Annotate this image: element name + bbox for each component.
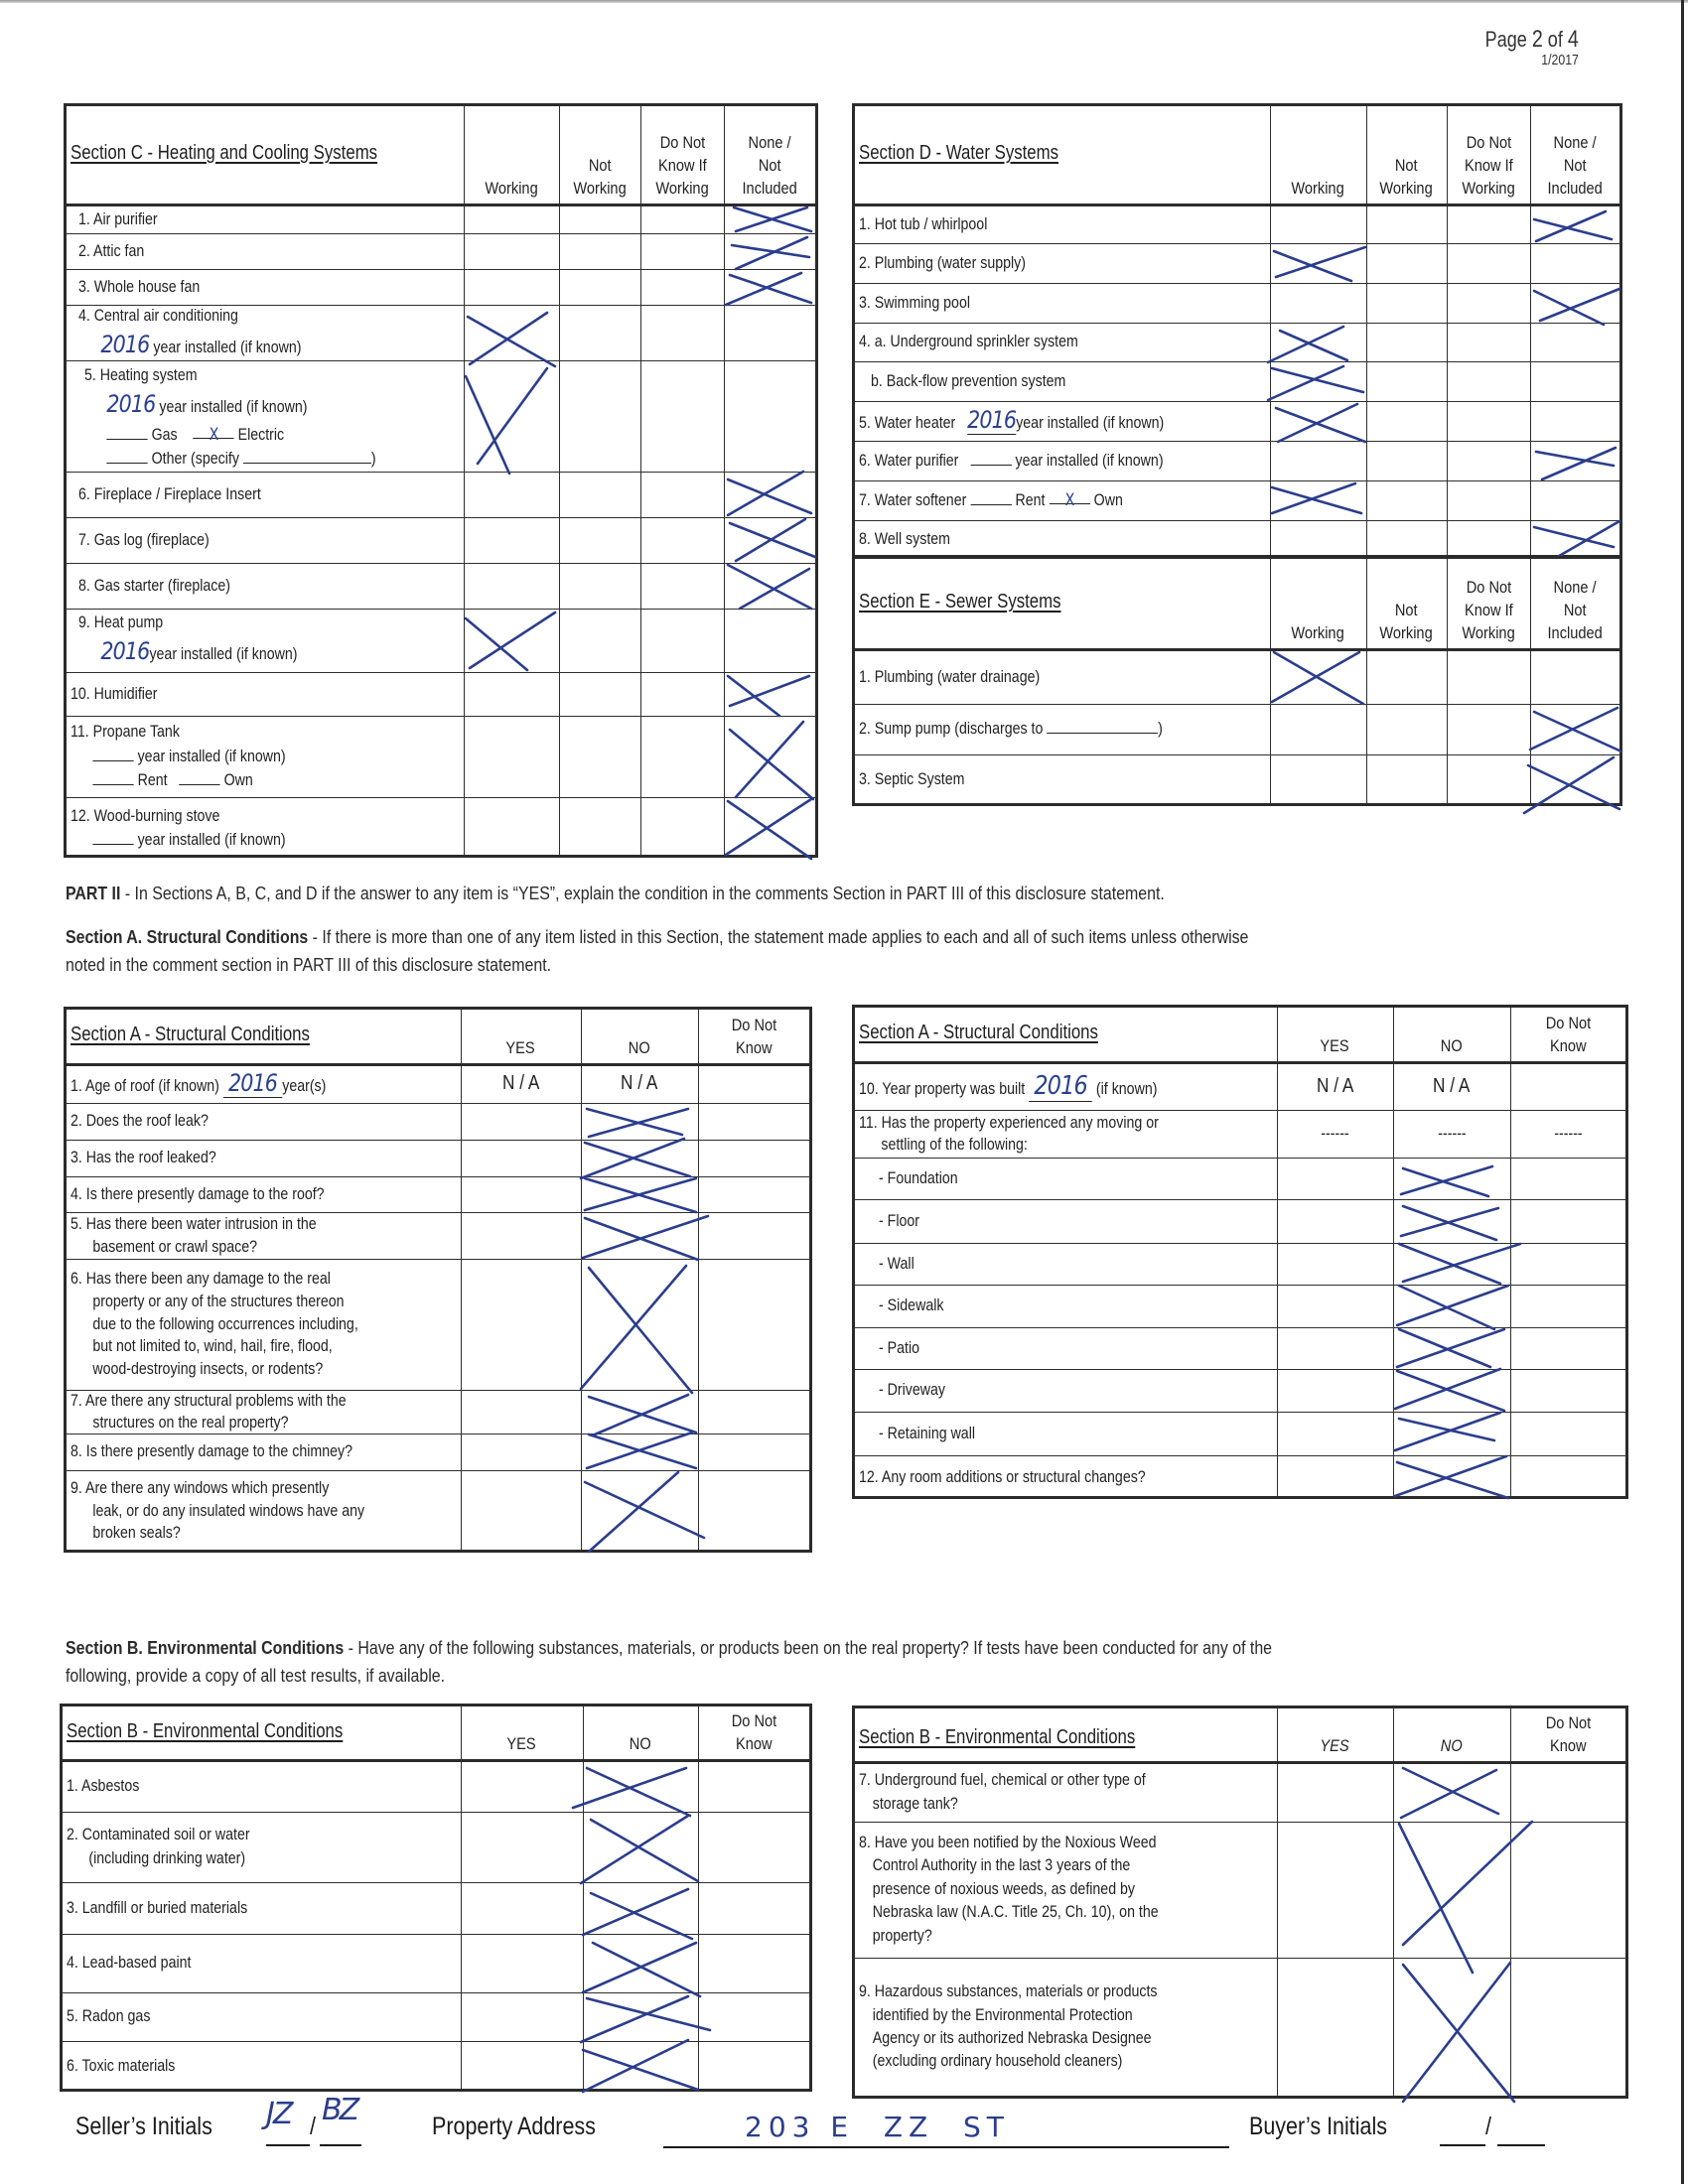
x-mark-checkbox[interactable] bbox=[726, 517, 817, 563]
col-yes: YES bbox=[506, 1734, 537, 1753]
row-label: 2. Does the roof leak? bbox=[70, 1112, 209, 1131]
col-yes: YES bbox=[1320, 1736, 1350, 1755]
yes-dashes: ------ bbox=[1321, 1124, 1349, 1143]
row-label: 2. Attic fan bbox=[78, 241, 145, 260]
x-mark-checkbox[interactable] bbox=[1395, 1284, 1510, 1329]
x-mark-checkbox[interactable] bbox=[724, 472, 815, 517]
row-label: 8. Is there presently damage to the chimney? bbox=[70, 1442, 352, 1461]
x-mark-checkbox[interactable] bbox=[1532, 287, 1623, 325]
x-mark-checkbox[interactable] bbox=[573, 1766, 692, 1816]
row-label: 2. Plumbing (water supply) bbox=[859, 253, 1026, 272]
x-mark-checkbox[interactable] bbox=[1399, 1166, 1500, 1198]
section-d-title: Section D - Water Systems bbox=[859, 142, 1059, 164]
x-mark-checkbox[interactable] bbox=[1522, 757, 1621, 813]
property-address-line bbox=[663, 2146, 1229, 2148]
x-mark-checkbox[interactable] bbox=[464, 313, 559, 366]
buyer-initial-slash: / bbox=[1485, 2113, 1491, 2140]
row-label: - Driveway bbox=[879, 1381, 946, 1400]
x-mark-checkbox[interactable] bbox=[1393, 1369, 1508, 1413]
x-mark-checkbox[interactable] bbox=[728, 235, 813, 271]
section-e-table bbox=[852, 556, 1622, 806]
row-label: 1. Hot tub / whirlpool bbox=[859, 214, 988, 233]
x-mark-checkbox[interactable] bbox=[585, 1433, 698, 1470]
x-mark-checkbox[interactable] bbox=[726, 563, 817, 611]
x-mark-checkbox[interactable] bbox=[726, 674, 813, 718]
seller-initial-slash: / bbox=[310, 2113, 316, 2140]
section-a-left-table bbox=[64, 1007, 812, 1553]
x-mark-checkbox[interactable] bbox=[1526, 706, 1621, 755]
year-built-input[interactable]: 2016 bbox=[1029, 1071, 1092, 1102]
row-label: - Floor bbox=[879, 1211, 919, 1230]
row-label: 2. Contaminated soil or water (including drinking water) bbox=[67, 1826, 250, 1867]
col-dont-know: Do Not Know If Working bbox=[1462, 133, 1515, 198]
x-mark-checkbox[interactable] bbox=[464, 368, 559, 474]
x-mark-checkbox[interactable] bbox=[1395, 1327, 1508, 1369]
x-mark-checkbox[interactable] bbox=[464, 613, 559, 670]
row-label: 11. Propane Tank year installed (if known) Rent Own bbox=[70, 723, 286, 790]
electric-checkbox[interactable]: X bbox=[209, 424, 218, 444]
x-mark-checkbox[interactable] bbox=[1270, 481, 1365, 517]
yes-na: N / A bbox=[501, 1072, 540, 1095]
seller-initial-2-line bbox=[320, 2144, 361, 2146]
col-none: None / Not Included bbox=[1547, 578, 1603, 642]
part-ii-instructions: PART II - In Sections A, B, C, and D if the answer to any item is “YES”, explain the condition in the comments Section in PART III of this disclosure statement. bbox=[66, 883, 1165, 903]
col-no: NO bbox=[1441, 1036, 1463, 1055]
section-b-intro: Section B. Environmental Conditions - Have any of the following substances, materials, or products been on the real property? If tests have been conducted for any of the following, provide a copy of all test results, if available. bbox=[66, 1637, 1273, 1686]
x-mark-checkbox[interactable] bbox=[585, 1107, 694, 1139]
section-a-title: Section A - Structural Conditions bbox=[859, 1022, 1098, 1043]
col-do-not-know: Do Not Know bbox=[1545, 1014, 1591, 1055]
x-mark-checkbox[interactable] bbox=[581, 1139, 694, 1178]
row-label: 7. Water softener Rent X Own bbox=[859, 489, 1123, 509]
row-label: 3. Landfill or buried materials bbox=[67, 1898, 248, 1917]
row-label: 9. Heat pump 2016year installed (if known) bbox=[78, 614, 298, 666]
col-yes: YES bbox=[1320, 1036, 1350, 1055]
row-label: - Wall bbox=[879, 1254, 914, 1273]
col-no: NO bbox=[629, 1038, 650, 1057]
col-do-not-know: Do Not Know bbox=[1545, 1713, 1591, 1755]
x-mark-checkbox[interactable] bbox=[1272, 404, 1367, 442]
x-mark-checkbox[interactable] bbox=[579, 1994, 712, 2042]
col-dont-know: Do Not Know If Working bbox=[655, 133, 709, 198]
col-do-not-know: Do Not Know bbox=[731, 1016, 776, 1057]
x-mark-checkbox[interactable] bbox=[1399, 1766, 1502, 1818]
row-label: 8. Have you been notified by the Noxious Weed Control Authority in the last 3 years of the presence of noxious weeds, as defined by Nebraska law (N.A.C. Title 25, Ch. 10), on the property? bbox=[859, 1833, 1159, 1945]
buyer-initials-label: Buyer’s Initials bbox=[1249, 2113, 1388, 2140]
row-label: 4. a. Underground sprinkler system bbox=[859, 333, 1078, 351]
row-label: 9. Hazardous substances, materials or products identified by the Environmental Protection Agency or its authorized Nebraska Designee (excluding ordinary household cleaners) bbox=[859, 1982, 1158, 2071]
yes-na: N / A bbox=[1316, 1074, 1354, 1097]
x-mark-checkbox[interactable] bbox=[724, 797, 817, 859]
seller-initial-1-input[interactable]: JZ bbox=[266, 2097, 292, 2131]
section-b-right-table bbox=[852, 1706, 1628, 2099]
no-na: N / A bbox=[621, 1072, 658, 1095]
section-c-title: Section C - Heating and Cooling Systems bbox=[70, 142, 378, 164]
x-mark-checkbox[interactable] bbox=[1268, 364, 1365, 402]
no-dashes: ------ bbox=[1437, 1124, 1467, 1143]
x-mark-checkbox[interactable] bbox=[1270, 650, 1365, 704]
buyer-initial-2-input[interactable] bbox=[1497, 2144, 1545, 2146]
year-installed-input[interactable]: 2016 bbox=[106, 390, 156, 419]
roof-age-input[interactable]: 2016 bbox=[223, 1069, 282, 1098]
row-label: 4. Central air conditioning 2016 year installed (if known) bbox=[78, 307, 302, 359]
col-working: Working bbox=[1291, 623, 1345, 642]
seller-initials-label: Seller’s Initials bbox=[75, 2113, 212, 2140]
col-not-working: Not Working bbox=[1379, 156, 1434, 198]
revision-date: 1/2017 bbox=[1541, 52, 1579, 68]
row-label: 6. Toxic materials bbox=[67, 2056, 176, 2075]
x-mark-checkbox[interactable] bbox=[1393, 1456, 1510, 1500]
year-installed-input[interactable]: 2016 bbox=[100, 637, 150, 666]
row-label: 1. Plumbing (water drainage) bbox=[859, 667, 1041, 686]
seller-initial-1-line bbox=[266, 2144, 310, 2146]
row-label: 3. Swimming pool bbox=[859, 293, 971, 312]
row-label: 3. Has the roof leaked? bbox=[70, 1149, 216, 1167]
seller-initial-2-input[interactable]: BZ bbox=[322, 2093, 357, 2127]
col-no: NO bbox=[630, 1734, 651, 1753]
row-label: 10. Year property was built 2016 (if known) bbox=[859, 1071, 1158, 1102]
x-mark-checkbox[interactable] bbox=[724, 271, 815, 307]
row-label: 1. Air purifier bbox=[78, 209, 158, 228]
x-mark-checkbox[interactable] bbox=[1534, 446, 1623, 481]
row-label: 6. Water purifier year installed (if known) bbox=[859, 441, 1212, 480]
x-mark-checkbox[interactable] bbox=[1399, 1204, 1508, 1242]
page-current: 2 bbox=[1531, 26, 1543, 53]
row-label: - Sidewalk bbox=[879, 1297, 944, 1315]
col-none: None / Not Included bbox=[1547, 133, 1603, 198]
page-of: of bbox=[1547, 27, 1564, 52]
buyer-initial-1-input[interactable] bbox=[1440, 2144, 1485, 2146]
row-label: - Foundation bbox=[879, 1168, 958, 1187]
row-label: 3. Whole house fan bbox=[78, 277, 201, 296]
x-mark-checkbox[interactable] bbox=[581, 1472, 706, 1552]
row-label: 5. Water heater 2016year installed (if known) bbox=[859, 406, 1165, 435]
row-label: 6. Has there been any damage to the real property or any of the structures thereon due to the following occurrences including, but not limited to, wind, hail, fire, flood, wood-destroying insects, or rodents? bbox=[70, 1270, 358, 1379]
col-working: Working bbox=[1291, 179, 1345, 198]
section-b-left-table bbox=[60, 1704, 812, 2092]
section-b-title: Section B - Environmental Conditions bbox=[67, 1720, 344, 1742]
section-a-right-table bbox=[852, 1005, 1628, 1499]
row-label: 7. Gas log (fireplace) bbox=[78, 530, 210, 549]
section-e-title: Section E - Sewer Systems bbox=[859, 591, 1061, 613]
x-mark-checkbox[interactable] bbox=[728, 205, 813, 233]
row-label: - Patio bbox=[879, 1338, 920, 1357]
row-label: 8. Gas starter (fireplace) bbox=[78, 576, 230, 595]
row-label: 9. Are there any windows which presently leak, or do any insulated windows have any broken seals? bbox=[70, 1478, 365, 1543]
col-none: None / Not Included bbox=[742, 133, 797, 198]
row-label: 11. Has the property experienced any moving or settling of the following: bbox=[859, 1113, 1159, 1154]
x-mark-checkbox[interactable] bbox=[579, 1266, 698, 1393]
row-label: 5. Radon gas bbox=[67, 2007, 151, 2026]
no-na: N / A bbox=[1433, 1074, 1471, 1097]
col-do-not-know: Do Not Know bbox=[731, 1711, 776, 1753]
section-c-table bbox=[64, 103, 818, 858]
x-mark-checkbox[interactable] bbox=[581, 1941, 700, 1996]
row-label: 8. Well system bbox=[859, 529, 950, 548]
page-label: Page bbox=[1484, 27, 1527, 52]
page-total: 4 bbox=[1568, 26, 1579, 53]
row-label: 1. Age of roof (if known) 2016 year(s) bbox=[70, 1069, 327, 1098]
section-b-title: Section B - Environmental Conditions bbox=[859, 1726, 1136, 1748]
row-label: 5. Has there been water intrusion in the basement or crawl space? bbox=[70, 1215, 317, 1256]
row-label: 4. Lead-based paint bbox=[67, 1954, 192, 1973]
section-d-table bbox=[852, 103, 1622, 558]
row-label: 7. Underground fuel, chemical or other type of storage tank? bbox=[859, 1771, 1146, 1813]
col-no: NO bbox=[1441, 1736, 1463, 1755]
dk-dashes: ------ bbox=[1553, 1124, 1583, 1143]
row-label: 12. Wood-burning stove year installed (if known) bbox=[70, 806, 286, 849]
x-mark-checkbox[interactable] bbox=[579, 2040, 700, 2092]
col-yes: YES bbox=[505, 1038, 536, 1057]
col-not-working: Not Working bbox=[1379, 601, 1434, 642]
x-mark-checkbox[interactable] bbox=[1399, 1963, 1518, 2102]
x-mark-checkbox[interactable] bbox=[1397, 1242, 1522, 1286]
x-mark-checkbox[interactable] bbox=[1393, 1413, 1506, 1452]
row-label: 10. Humidifier bbox=[70, 684, 158, 703]
page-number bbox=[1485, 26, 1579, 54]
property-address-input[interactable]: 203 E ZZ ST bbox=[745, 2111, 1010, 2143]
row-label: b. Back-flow prevention system bbox=[871, 371, 1066, 390]
x-mark-checkbox[interactable] bbox=[1397, 1822, 1532, 1973]
col-dont-know: Do Not Know If Working bbox=[1462, 578, 1515, 642]
section-a-intro: Section A. Structural Conditions - If there is more than one of any item listed in this Section, the statement made applies to each and all of such items unless otherwise noted in the comment section in PART III of this disclosure statement. bbox=[66, 926, 1249, 975]
x-mark-checkbox[interactable] bbox=[585, 1395, 698, 1434]
row-label: 1. Asbestos bbox=[67, 1777, 140, 1796]
x-mark-checkbox[interactable] bbox=[581, 1176, 698, 1212]
year-installed-input[interactable]: 2016 bbox=[100, 331, 150, 359]
row-label: 3. Septic System bbox=[859, 769, 965, 788]
property-address-label: Property Address bbox=[432, 2113, 596, 2140]
x-mark-checkbox[interactable] bbox=[579, 1816, 698, 1883]
x-mark-checkbox[interactable] bbox=[1272, 247, 1367, 283]
x-mark-checkbox[interactable] bbox=[581, 1889, 696, 1939]
row-label: 5. Heating system 2016 year installed (if known) Gas X Electric Other (specify ) bbox=[84, 365, 376, 468]
x-mark-checkbox[interactable] bbox=[726, 720, 817, 799]
row-label: - Retaining wall bbox=[879, 1424, 976, 1442]
x-mark-checkbox[interactable] bbox=[1268, 327, 1363, 364]
row-label: 7. Are there any structural problems with the structures on the real property? bbox=[70, 1391, 347, 1432]
own-checkbox[interactable]: X bbox=[1064, 489, 1074, 509]
row-label: 2. Sump pump (discharges to ) bbox=[859, 704, 1212, 754]
row-label: 4. Is there presently damage to the roof? bbox=[70, 1184, 325, 1203]
row-label: 6. Fireplace / Fireplace Insert bbox=[78, 484, 261, 503]
row-label: 12. Any room additions or structural changes? bbox=[859, 1467, 1146, 1486]
year-installed-input[interactable]: 2016 bbox=[967, 406, 1017, 435]
section-a-title: Section A - Structural Conditions bbox=[70, 1024, 310, 1045]
scan-edge-top bbox=[0, 0, 1688, 3]
col-working: Working bbox=[485, 179, 538, 198]
x-mark-checkbox[interactable] bbox=[1532, 209, 1618, 243]
scan-edge-right bbox=[1681, 0, 1684, 2184]
col-not-working: Not Working bbox=[573, 156, 627, 198]
x-mark-checkbox[interactable] bbox=[581, 1214, 710, 1260]
